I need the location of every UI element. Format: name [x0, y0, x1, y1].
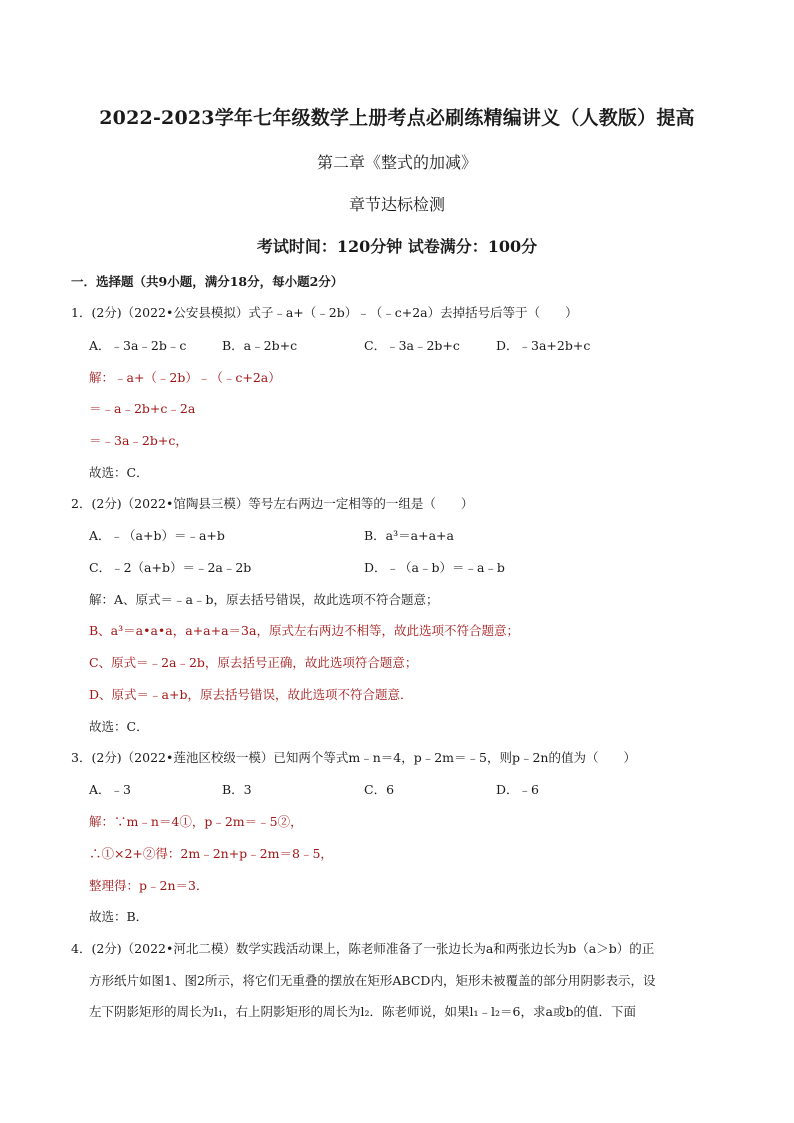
chapter-title: 第二章《整式的加减》: [316, 153, 477, 172]
q1-option-c: C．﹣3a﹣2b+c: [364, 338, 460, 353]
question-4-stem-line: 4．(2分)（2022•河北二模）数学实践活动课上，陈老师准备了一张边长为a和两张边长为b（a＞b）的正: [71, 941, 655, 956]
q1-answer: 故选：C．: [89, 465, 149, 480]
q2-solution-line: D、原式＝﹣a+b，原去括号错误，故此选项不符合题意．: [89, 687, 413, 702]
q3-answer: 故选：B．: [89, 909, 149, 924]
q2-option-b: B．a³＝a+a+a: [364, 528, 454, 543]
question-3-stem: 3．(2分)（2022•莲池区校级一模）已知两个等式m﹣n＝4，p﹣2m＝﹣5，则p﹣2n的值为（ ）: [71, 750, 636, 765]
section-heading: 一．选择题（共9小题，满分18分，每小题2分）: [71, 274, 344, 289]
q2-option-a: A．﹣（a+b）＝﹣a+b: [89, 528, 225, 543]
document-title: 2022-2023学年七年级数学上册考点必刷练精编讲义（人教版）提高: [99, 107, 695, 129]
q2-solution-line: B、a³＝a•a•a，a+a+a＝3a，原式左右两边不相等，故此选项不符合题意；: [89, 623, 519, 638]
question-2-stem: 2．(2分)（2022•馆陶县三模）等号左右两边一定相等的一组是（ ）: [71, 496, 474, 511]
q2-solution-line: C、原式＝﹣2a﹣2b，原去括号正确，故此选项符合题意；: [89, 655, 418, 670]
question-4-stem-line: 方形纸片如图1、图2所示，将它们无重叠的摆放在矩形ABCD内，矩形未被覆盖的部分用阴影表示，设: [89, 973, 656, 988]
q3-option-b: B．3: [222, 782, 252, 797]
q2-option-d: D．﹣（a﹣b）＝﹣a﹣b: [364, 560, 505, 575]
q1-solution-line: ＝﹣a﹣2b+c﹣2a: [89, 401, 196, 416]
q1-option-a: A．﹣3a﹣2b﹣c: [89, 338, 187, 353]
q1-option-b: B．a﹣2b+c: [222, 338, 298, 353]
question-4-stem-line: 左下阴影矩形的周长为l₁，右上阴影矩形的周长为l₂．陈老师说，如果l₁﹣l₂＝6，求a或b的值．下面: [89, 1004, 636, 1019]
q3-solution-line: 解：∵m﹣n＝4①，p﹣2m＝﹣5②，: [89, 814, 303, 829]
q2-solution-line: 解：A、原式＝﹣a﹣b，原去括号错误，故此选项不符合题意；: [89, 592, 439, 607]
q3-solution-line: 整理得：p﹣2n＝3．: [89, 878, 209, 893]
q1-solution-line: 解：﹣a+（﹣2b）﹣（﹣c+2a）: [89, 370, 281, 385]
q1-solution-line: ＝﹣3a﹣2b+c，: [89, 433, 188, 448]
q2-answer: 故选：C．: [89, 719, 149, 734]
q3-option-c: C．6: [364, 782, 395, 797]
subtitle: 章节达标检测: [348, 195, 445, 214]
q1-option-d: D．﹣3a+2b+c: [496, 338, 591, 353]
exam-info: 考试时间：120分钟 试卷满分：100分: [256, 237, 538, 256]
q3-option-a: A．﹣3: [89, 782, 131, 797]
question-1-stem: 1．(2分)（2022•公安县模拟）式子﹣a+（﹣2b）﹣（﹣c+2a）去掉括号后等于（ ）: [71, 305, 578, 320]
q2-option-c: C．﹣2（a+b）＝﹣2a﹣2b: [89, 560, 252, 575]
q3-option-d: D．﹣6: [496, 782, 539, 797]
q3-solution-line: ∴①×2+②得：2m﹣2n+p﹣2m＝8﹣5，: [89, 846, 333, 861]
